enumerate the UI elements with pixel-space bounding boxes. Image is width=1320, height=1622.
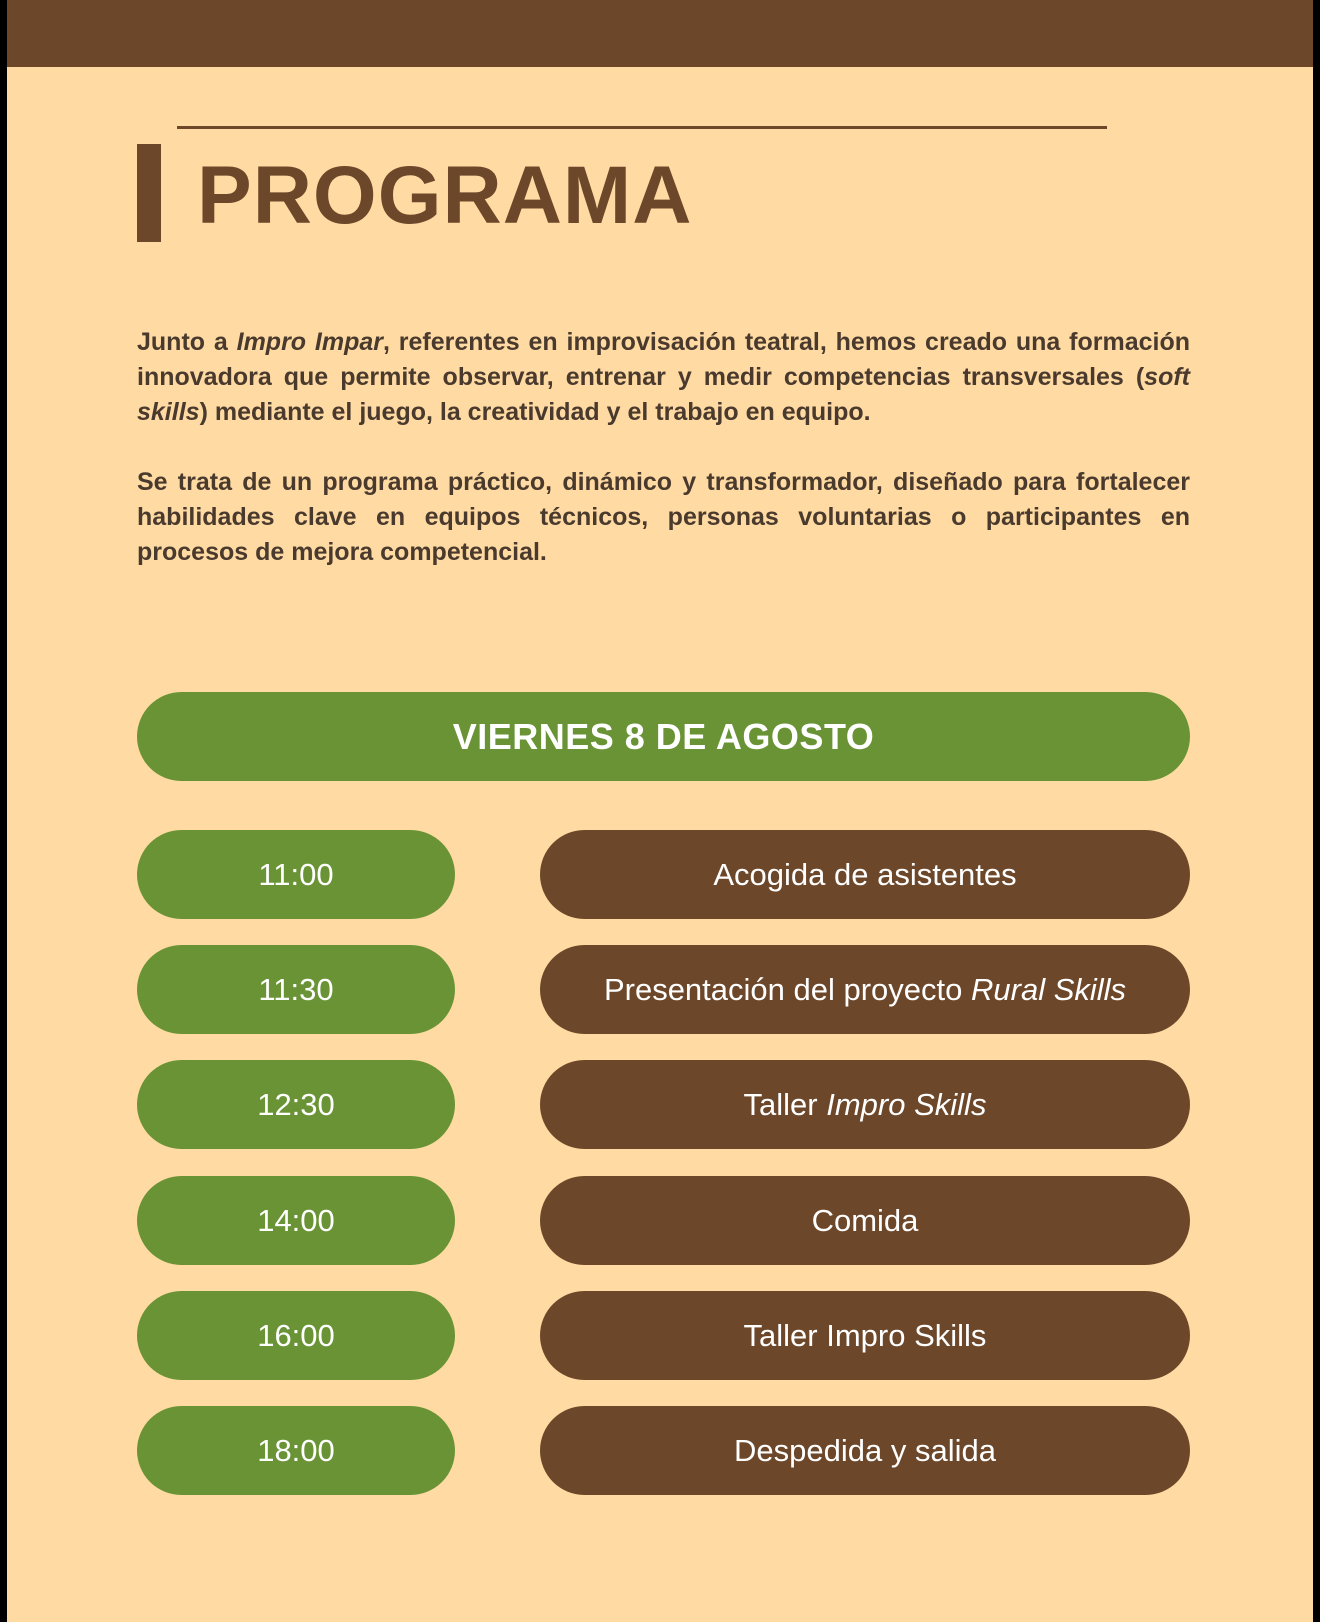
schedule-row	[137, 1060, 1190, 1149]
time-pill: 12:30	[137, 1060, 455, 1149]
activity-pill	[540, 1406, 1190, 1495]
title-accent-bar	[137, 144, 161, 242]
schedule-row	[137, 1176, 1190, 1265]
schedule-row	[137, 945, 1190, 1034]
intro-text	[137, 325, 1190, 570]
schedule-row	[137, 830, 1190, 919]
activity-text: Comida	[811, 1202, 919, 1238]
intro-p1-part-e: ) mediante el juego, la creatividad y el trabajo en equipo.	[199, 398, 871, 426]
time-pill: 14:00	[137, 1176, 455, 1265]
activity-text: Despedida y salida	[734, 1432, 996, 1468]
day-heading: VIERNES 8 DE AGOSTO	[137, 692, 1190, 781]
activity-pill	[540, 1176, 1190, 1265]
schedule-row	[137, 1406, 1190, 1495]
activity-pill	[540, 830, 1190, 919]
activity-text: Acogida de asistentes	[713, 856, 1017, 892]
activity-pill	[540, 1060, 1190, 1149]
time-pill: 11:00	[137, 830, 455, 919]
time-pill: 11:30	[137, 945, 455, 1034]
activity-text: Taller	[743, 1086, 827, 1122]
page-title: PROGRAMA	[197, 150, 693, 241]
title-rule	[177, 126, 1107, 129]
schedule-row	[137, 1291, 1190, 1380]
time-pill: 18:00	[137, 1406, 455, 1495]
intro-p1-part-c: , referentes en improvisación teatral, hemos creado una formación innovadora que permite observar, entrenar y medir competencias transversales (	[137, 328, 1190, 391]
activity-text-italic: Impro Skills	[826, 1086, 987, 1122]
intro-paragraph-2: Se trata de un programa práctico, dinámico y transformador, diseñado para fortalecer habilidades clave en equipos técnicos, personas voluntarias o participantes en procesos de mejora competencial.	[137, 468, 1190, 566]
intro-p1-part-a: Junto a	[137, 328, 237, 356]
intro-p1-italic-soft-skills: soft skills	[137, 363, 1190, 426]
program-page	[7, 0, 1313, 1622]
activity-text-italic: Rural Skills	[971, 971, 1127, 1007]
activity-text: Taller Impro Skills	[743, 1317, 987, 1353]
intro-paragraph-1	[137, 325, 1190, 430]
time-pill: 16:00	[137, 1291, 455, 1380]
top-band	[7, 0, 1313, 67]
activity-text: Presentación del proyecto	[603, 971, 972, 1007]
activity-pill	[540, 945, 1190, 1034]
intro-p1-italic-impro-impar: Impro Impar	[236, 328, 383, 356]
activity-pill	[540, 1291, 1190, 1380]
